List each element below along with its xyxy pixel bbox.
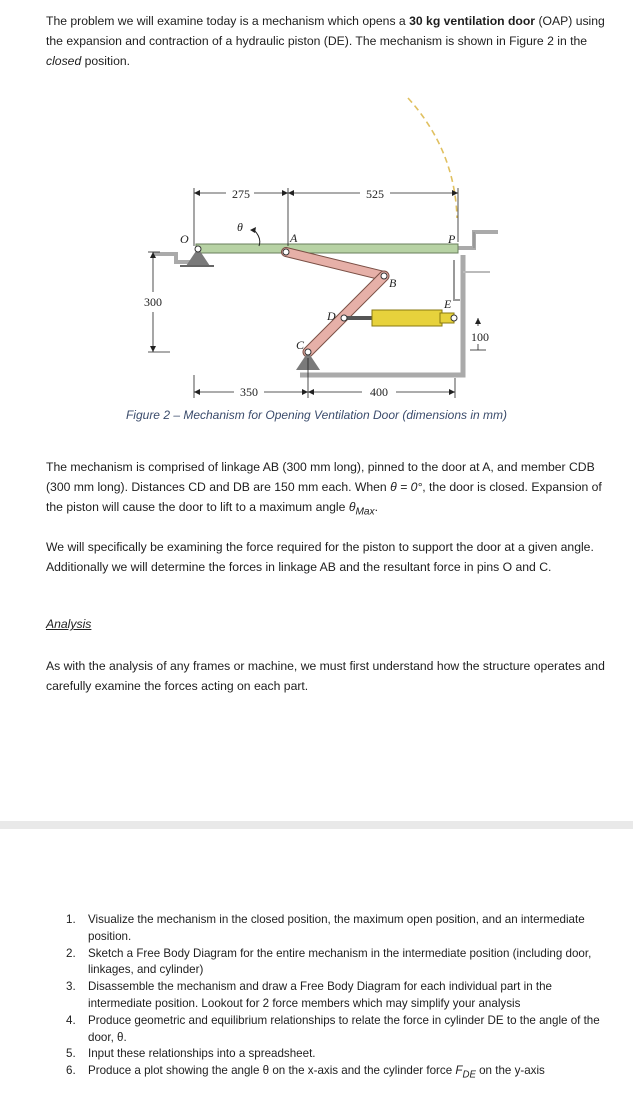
label-P: P	[448, 232, 456, 246]
link-AB	[286, 252, 384, 276]
mechanism-figure	[0, 85, 633, 405]
task-text: Disassemble the mechanism and draw a Free Body Diagram for each individual part in the intermediate position. Lookout for 2 force members which may simplify your analysis	[88, 980, 552, 1010]
intro-paragraph	[46, 11, 606, 71]
label-C: C	[296, 338, 305, 352]
task-item	[66, 1013, 606, 1047]
task-item	[66, 979, 606, 1013]
frame-right-top	[456, 232, 498, 248]
mechanism-paragraph	[46, 457, 606, 522]
analysis-heading: Analysis	[46, 617, 92, 631]
intro-text-1: The problem we will examine today is a mechanism which opens a	[46, 14, 410, 28]
pin-D	[341, 315, 347, 321]
dim-275: 275	[232, 187, 250, 201]
task-text: Input these relationships into a spreadsheet.	[88, 1047, 316, 1061]
intro-text-3: position.	[81, 54, 131, 68]
force-subscript: DE	[462, 1069, 476, 1081]
page-break-divider	[0, 821, 633, 829]
intro-italic-closed: closed	[46, 54, 82, 68]
door-OP	[196, 244, 458, 253]
task-number: 2.	[66, 946, 76, 960]
task-number: 1.	[66, 913, 76, 926]
task-number: 4.	[66, 1013, 76, 1027]
mechanism-text-3: .	[374, 500, 379, 514]
task-number: 6.	[66, 1064, 76, 1078]
label-theta: θ	[237, 220, 243, 234]
task-number: 5.	[66, 1047, 76, 1061]
theta-max-subscript: Max	[355, 506, 375, 518]
pin-A	[283, 249, 289, 255]
dim-400: 400	[370, 385, 388, 399]
task-item	[66, 1063, 606, 1084]
dim-525: 525	[366, 187, 384, 201]
task-item	[66, 946, 606, 980]
mechanism-text-1: The mechanism is comprised of linkage AB (300 mm long), pinned to the door at A, and member CDB (300 mm long). Distances CD and DB are 150 mm each. When	[46, 460, 595, 494]
label-A: A	[290, 231, 298, 245]
pin-E	[451, 315, 457, 321]
figure-caption: Figure 2 – Mechanism for Opening Ventilation Door (dimensions in mm)	[125, 408, 508, 422]
intro-bold-door: 30 kg ventilation door	[409, 14, 536, 28]
task-text: Produce geometric and equilibrium relationships to relate the force in cylinder DE to the angle of the door, θ.	[88, 1013, 600, 1044]
task-text: Produce a plot showing the angle θ on the x-axis and the cylinder force	[88, 1064, 456, 1078]
dim-350: 350	[240, 385, 258, 399]
hydraulic-cylinder-DE	[372, 310, 442, 326]
label-B: B	[389, 276, 397, 290]
task-text: Sketch a Free Body Diagram for the entire mechanism in the intermediate position (including door, linkages, and cylinder)	[88, 946, 592, 977]
equation-theta-max: θ	[348, 500, 356, 514]
task-number: 3.	[66, 980, 76, 994]
intro-text-2: (OAP) using the expansion and contraction of a hydraulic piston (DE). The mechanism is shown in Figure 2 in the	[46, 14, 605, 48]
task-text-tail: on the y-axis	[475, 1064, 545, 1078]
label-O: O	[180, 232, 189, 246]
door-swing-arc	[408, 98, 457, 218]
objective-paragraph: We will specifically be examining the force required for the piston to support the door at a given angle. Additionally we will determine the forces in linkage AB and the resultant force in pins O and C.	[46, 540, 594, 574]
equation-theta-zero: θ = 0°	[390, 480, 423, 494]
force-symbol: F	[455, 1064, 463, 1078]
dim-100: 100	[471, 330, 489, 344]
task-list	[66, 912, 606, 1084]
label-E: E	[444, 297, 452, 311]
label-D: D	[327, 309, 336, 323]
task-text: Visualize the mechanism in the closed position, the maximum open position, and an intermediate position.	[88, 913, 585, 943]
task-item	[66, 1046, 606, 1063]
mechanism-text-2: , the door is closed. Expansion of the piston will cause the door to lift to a maximum angle	[46, 480, 602, 514]
pin-B	[381, 273, 387, 279]
dim-300: 300	[144, 295, 162, 309]
task-item	[66, 912, 606, 946]
analysis-intro-paragraph: As with the analysis of any frames or machine, we must first understand how the structure operates and carefully examine the forces acting on each part.	[46, 659, 605, 693]
